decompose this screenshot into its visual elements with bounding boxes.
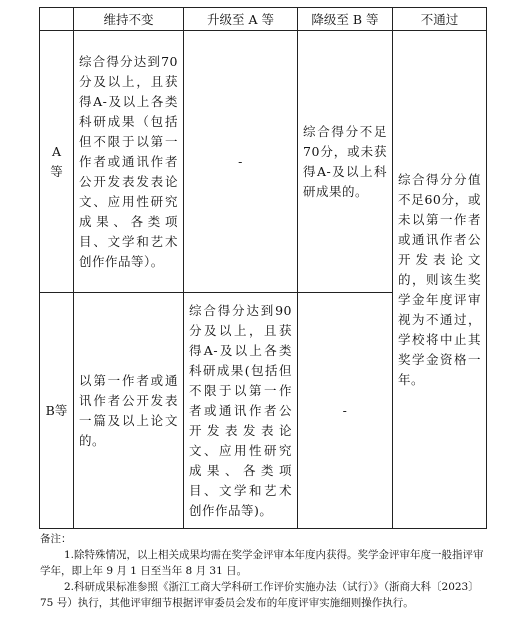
note-2: 2.科研成果标准参照《浙江工商大学科研工作评价实施办法（试行）》（浙商大科〔2023〕75 号）执行，其他评审细节根据评审委员会发布的年度评审实施细则操作执行。 [40, 581, 479, 609]
row-a-label-line2: 等 [50, 163, 63, 179]
row-b-label: B等 [40, 293, 74, 529]
fail-cell [393, 31, 487, 529]
header-empty [40, 8, 74, 31]
header-upgrade: 升级至 A 等 [184, 8, 298, 31]
header-keep: 维持不变 [74, 8, 184, 31]
notes-title: 备注： [40, 533, 72, 545]
row-a-upgrade: - [238, 153, 243, 169]
row-b-keep-cell [74, 293, 184, 529]
row-b-keep: 以第一作者或通讯作者公开发表一篇及以上论文的。 [79, 372, 178, 448]
header-fail: 不通过 [393, 8, 487, 31]
row-b-upgrade-cell [184, 293, 298, 529]
row-b-upgrade: 综合得分达到90分及以上，且获得A-及以上各类科研成果(包括但不限于以第一作者或通讯作者公开发表发表论文、应用性研究成果、各类项目、文学和艺术创作作品等)。 [189, 302, 292, 518]
row-a [40, 31, 487, 293]
row-a-keep-cell [74, 31, 184, 293]
row-a-keep: 综合得分达到70分及以上，且获得A-及以上各类科研成果（包括但不限于以第一作者或通讯作者公开发表发表论文、应用性研究成果、各类项目、文学和艺术创作作品等）。 [79, 53, 178, 269]
row-a-downgrade-cell [298, 31, 393, 293]
row-a-label-line1: A [51, 143, 62, 159]
note-1: 1.除特殊情况，以上相关成果均需在奖学金评审本年度内获得。奖学金评审年度一般指评审学年，即上年 9 月 1 日至当年 8 月 31 日。 [40, 549, 484, 577]
row-fail: 综合得分分值不足60分，或未以第一作者或通讯作者公开发表论文的，则该生奖学金年度评审视为不通过，学校将中止其奖学金资格一年。 [398, 171, 481, 387]
row-a-upgrade-cell [184, 31, 298, 293]
scholarship-criteria-table [39, 7, 487, 529]
header-downgrade: 降级至 B 等 [298, 8, 393, 31]
row-a-label [40, 31, 74, 293]
row-a-downgrade: 综合得分不足70分，或未获得A-及以上科研成果的。 [303, 123, 387, 199]
notes-section [40, 531, 490, 611]
header-row [40, 8, 487, 31]
row-b-downgrade-cell [298, 293, 393, 529]
row-b-downgrade: - [342, 402, 348, 418]
